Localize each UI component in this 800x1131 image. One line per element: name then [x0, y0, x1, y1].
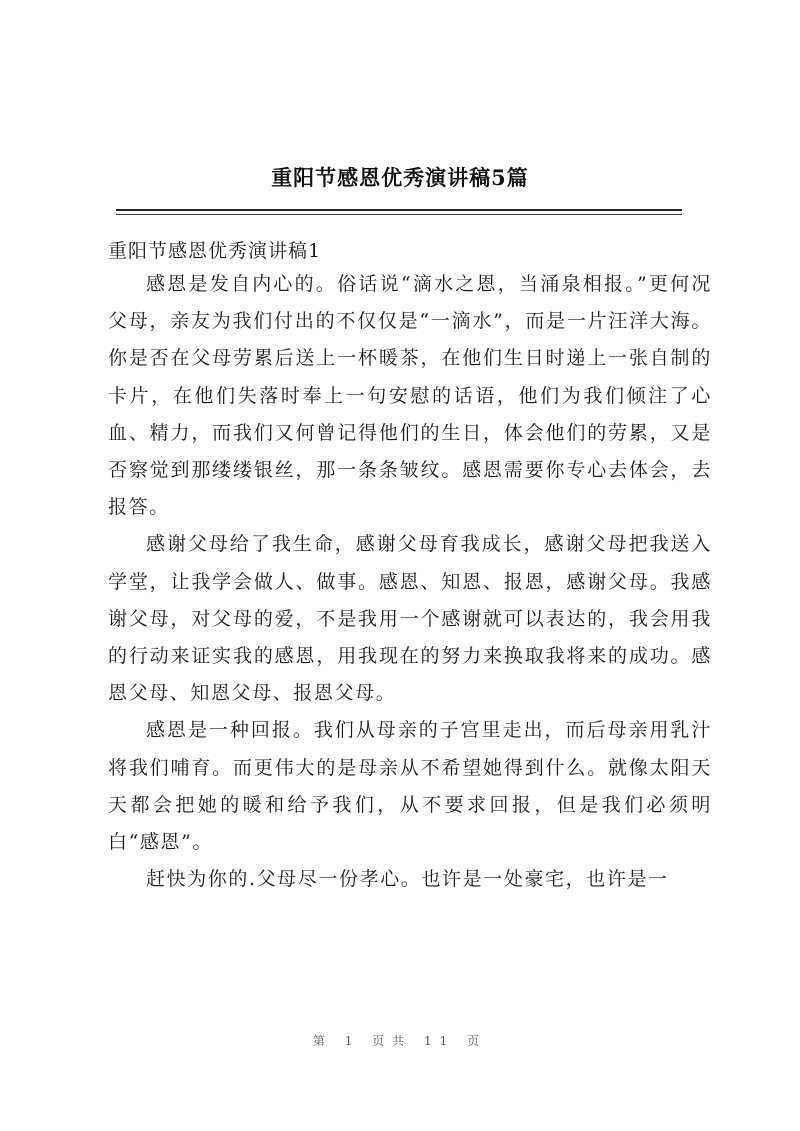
title-rule-thin — [116, 214, 682, 215]
document-title: 重阳节感恩优秀演讲稿5篇 — [271, 165, 529, 190]
section-heading: 重阳节感恩优秀演讲稿1 — [108, 240, 322, 262]
title-rule-thick — [116, 209, 682, 211]
paragraph-3: 感恩是一种回报。我们从母亲的子宫里走出，而后母亲用乳汁将我们哺育。而更伟大的是母亲从不希望她得到什么。就像太阳天天都会把她的暖和给予我们，从不要求回报，但是我们必须明白“感恩”。 — [108, 719, 712, 854]
paragraph-1: 感恩是发自内心的。俗话说“滴水之恩，当涌泉相报。”更何况父母，亲友为我们付出的不仅仅是“一滴水”，而是一片汪洋大海。你是否在父母劳累后送上一杯暖茶，在他们生日时递上一张自制的卡片，在他们失落时奉上一句安慰的话语，他们为我们倾注了心血、精力，而我们又何曾记得他们的生日，体会他们的劳累，又是否察觉到那缕缕银丝，那一条条皱纹。感恩需要你专心去体会，去报答。 — [108, 273, 712, 519]
page-footer: 第 1 页共 11 页 — [312, 1034, 488, 1048]
paragraph-2: 感谢父母给了我生命，感谢父母育我成长，感谢父母把我送入学堂，让我学会做人、做事。感恩、知恩、报恩，感谢父母。我感谢父母，对父母的爱，不是我用一个感谢就可以表达的，我会用我的行动来证实我的感恩，用我现在的努力来换取我将来的成功。感恩父母、知恩父母、报恩父母。 — [108, 533, 712, 705]
paragraph-4: 赶快为你的.父母尽一份孝心。也许是一处豪宅，也许是一 — [146, 868, 669, 891]
document-body — [108, 266, 712, 898]
